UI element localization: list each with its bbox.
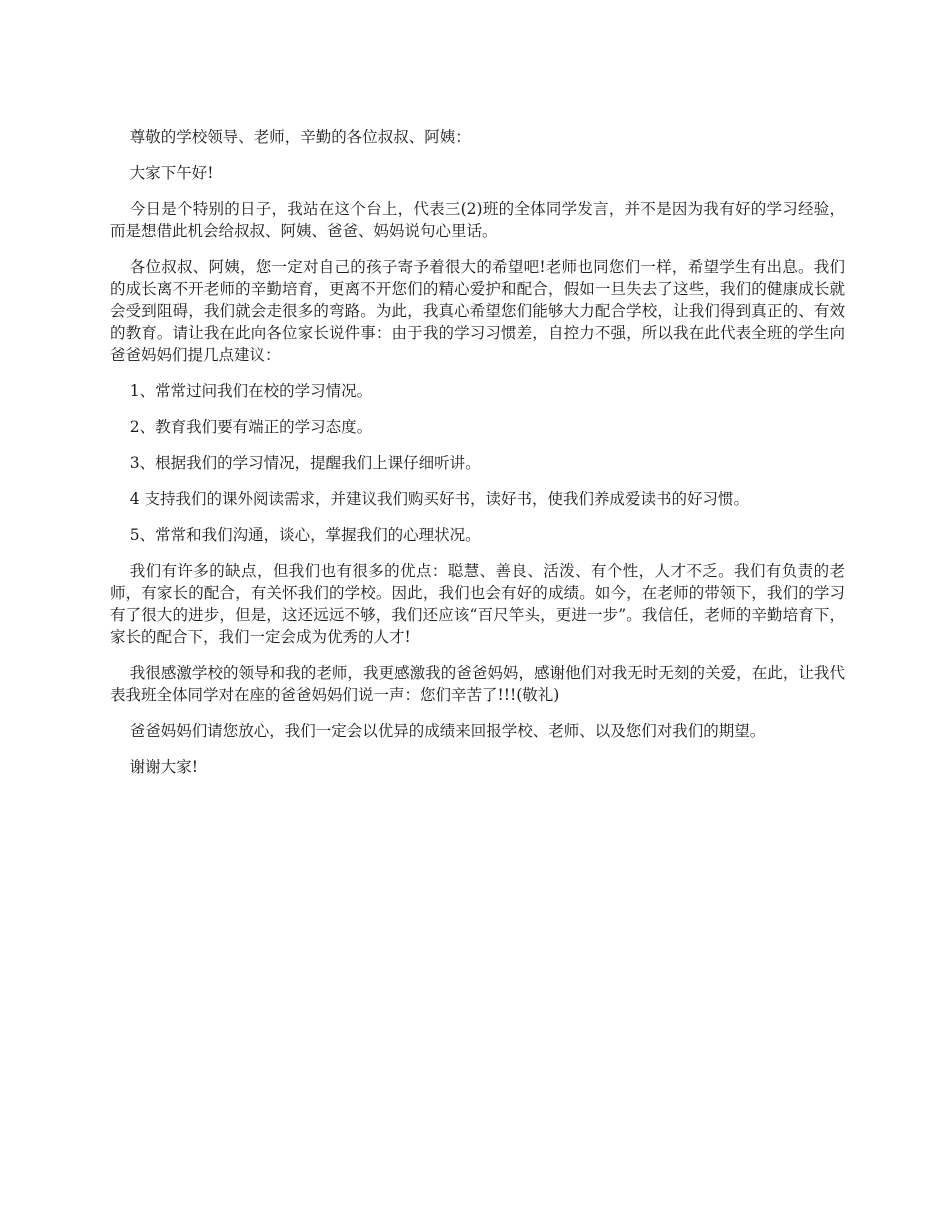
suggestion-item-5: 5、常常和我们沟通，谈心，掌握我们的心理状况。 [129, 526, 481, 544]
strengths-paragraph: 我们有许多的缺点，但我们也有很多的优点：聪慧、善良、活泼、有个性，人才不乏。我们有负责的老师，有家长的配合，有关怀我们的学校。因此，我们也会有好的成绩。如今，在老师的带领下，我们的学习有了很大的进步，但是，这还远远不够，我们还应该“百尺竿头，更进一步”。我信任，老师的辛勤培育下，家长的配合下，我们一定会成为优秀的人才! [110, 562, 845, 646]
suggestion-item-2: 2、教育我们要有端正的学习态度。 [129, 418, 373, 436]
document-body [110, 126, 845, 792]
suggestion-item-4: 4 支持我们的课外阅读需求，并建议我们购买好书，读好书，使我们养成爱读书的好习惯。 [129, 490, 750, 508]
suggestion-item-1: 1、常常过问我们在校的学习情况。 [129, 382, 373, 400]
closing: 谢谢大家! [129, 758, 198, 776]
greeting: 大家下午好! [129, 164, 214, 182]
hope-paragraph: 各位叔叔、阿姨，您一定对自己的孩子寄予着很大的希望吧!老师也同您们一样，希望学生有出息。我们的成长离不开老师的辛勤培育，更离不开您们的精心爱护和配合，假如一旦失去了这些，我们的健康成长就会受到阻碍，我们就会走很多的弯路。为此，我真心希望您们能够大力配合学校，让我们得到真正的、有效的教育。请让我在此向各位家长说件事：由于我的学习习惯差，自控力不强，所以我在此代表全班的学生向爸爸妈妈们提几点建议： [110, 258, 845, 364]
salutation: 尊敬的学校领导、老师，辛勤的各位叔叔、阿姨： [129, 128, 471, 146]
promise-paragraph: 爸爸妈妈们请您放心，我们一定会以优异的成绩来回报学校、老师、以及您们对我们的期望。 [129, 722, 766, 740]
suggestion-item-3: 3、根据我们的学习情况，提醒我们上课仔细听讲。 [129, 454, 481, 472]
intro-paragraph: 今日是个特别的日子，我站在这个台上，代表三(2)班的全体同学发言，并不是因为我有好的学习经验，而是想借此机会给叔叔、阿姨、爸爸、妈妈说句心里话。 [110, 200, 845, 240]
gratitude-paragraph: 我很感激学校的领导和我的老师，我更感激我的爸爸妈妈，感谢他们对我无时无刻的关爱，在此，让我代表我班全体同学对在座的爸爸妈妈们说一声：您们辛苦了!!!(敬礼) [110, 664, 845, 704]
